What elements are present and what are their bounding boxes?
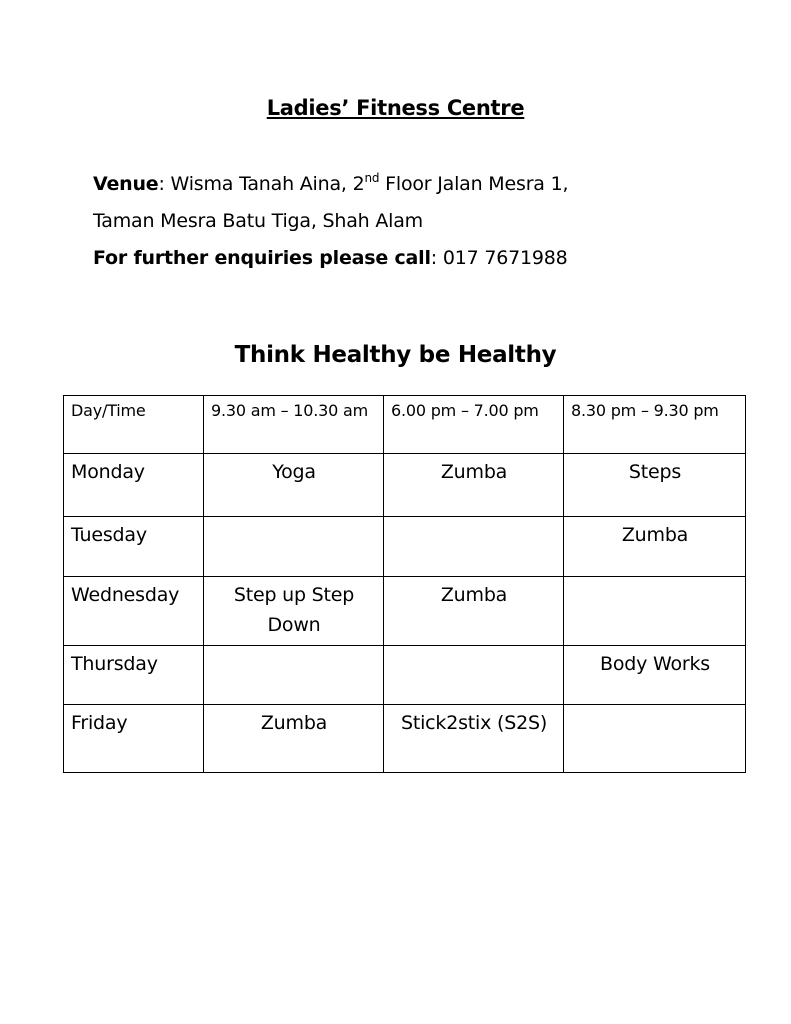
- class-cell: [204, 646, 384, 705]
- table-row: [64, 517, 746, 577]
- class-cell: [564, 705, 746, 773]
- venue-text: : Wisma Tanah Aina, 2: [158, 173, 365, 195]
- header-cell-night: 8.30 pm – 9.30 pm: [564, 396, 746, 454]
- header-cell-morning: 9.30 am – 10.30 am: [204, 396, 384, 454]
- class-cell: Steps: [564, 454, 746, 517]
- enquiries-phone: : 017 7671988: [430, 247, 568, 269]
- venue-line-2: Taman Mesra Batu Tiga, Shah Alam: [93, 210, 423, 232]
- header-cell-evening: 6.00 pm – 7.00 pm: [384, 396, 564, 454]
- class-cell: [384, 517, 564, 577]
- table-row: [64, 646, 746, 705]
- class-cell: Step up Step Down: [204, 577, 384, 646]
- class-cell: Zumba: [564, 517, 746, 577]
- info-block: [93, 166, 568, 277]
- table-row: [64, 577, 746, 646]
- header-cell-day: Day/Time: [64, 396, 204, 454]
- class-cell: Zumba: [204, 705, 384, 773]
- day-cell: Thursday: [64, 646, 204, 705]
- class-cell: [204, 517, 384, 577]
- class-cell: Yoga: [204, 454, 384, 517]
- schedule-heading: Think Healthy be Healthy: [234, 342, 557, 368]
- day-cell: Wednesday: [64, 577, 204, 646]
- class-cell: Zumba: [384, 454, 564, 517]
- venue-line: [93, 166, 568, 203]
- venue-ordinal: nd: [364, 171, 380, 185]
- enquiries-line: [93, 240, 568, 277]
- class-cell: Stick2stix (S2S): [384, 705, 564, 773]
- class-cell: [564, 577, 746, 646]
- day-cell: Monday: [64, 454, 204, 517]
- table-row: [64, 454, 746, 517]
- table-row: [64, 705, 746, 773]
- venue-text-cont: Floor Jalan Mesra 1,: [379, 173, 569, 195]
- page-title: Ladies’ Fitness Centre: [266, 96, 525, 120]
- schedule-table: [63, 395, 746, 773]
- class-cell: [384, 646, 564, 705]
- day-cell: Friday: [64, 705, 204, 773]
- day-cell: Tuesday: [64, 517, 204, 577]
- enquiries-label: For further enquiries please call: [93, 247, 431, 269]
- header-row: [64, 396, 746, 454]
- class-cell: Body Works: [564, 646, 746, 705]
- venue-label: Venue: [93, 173, 159, 195]
- class-cell: Zumba: [384, 577, 564, 646]
